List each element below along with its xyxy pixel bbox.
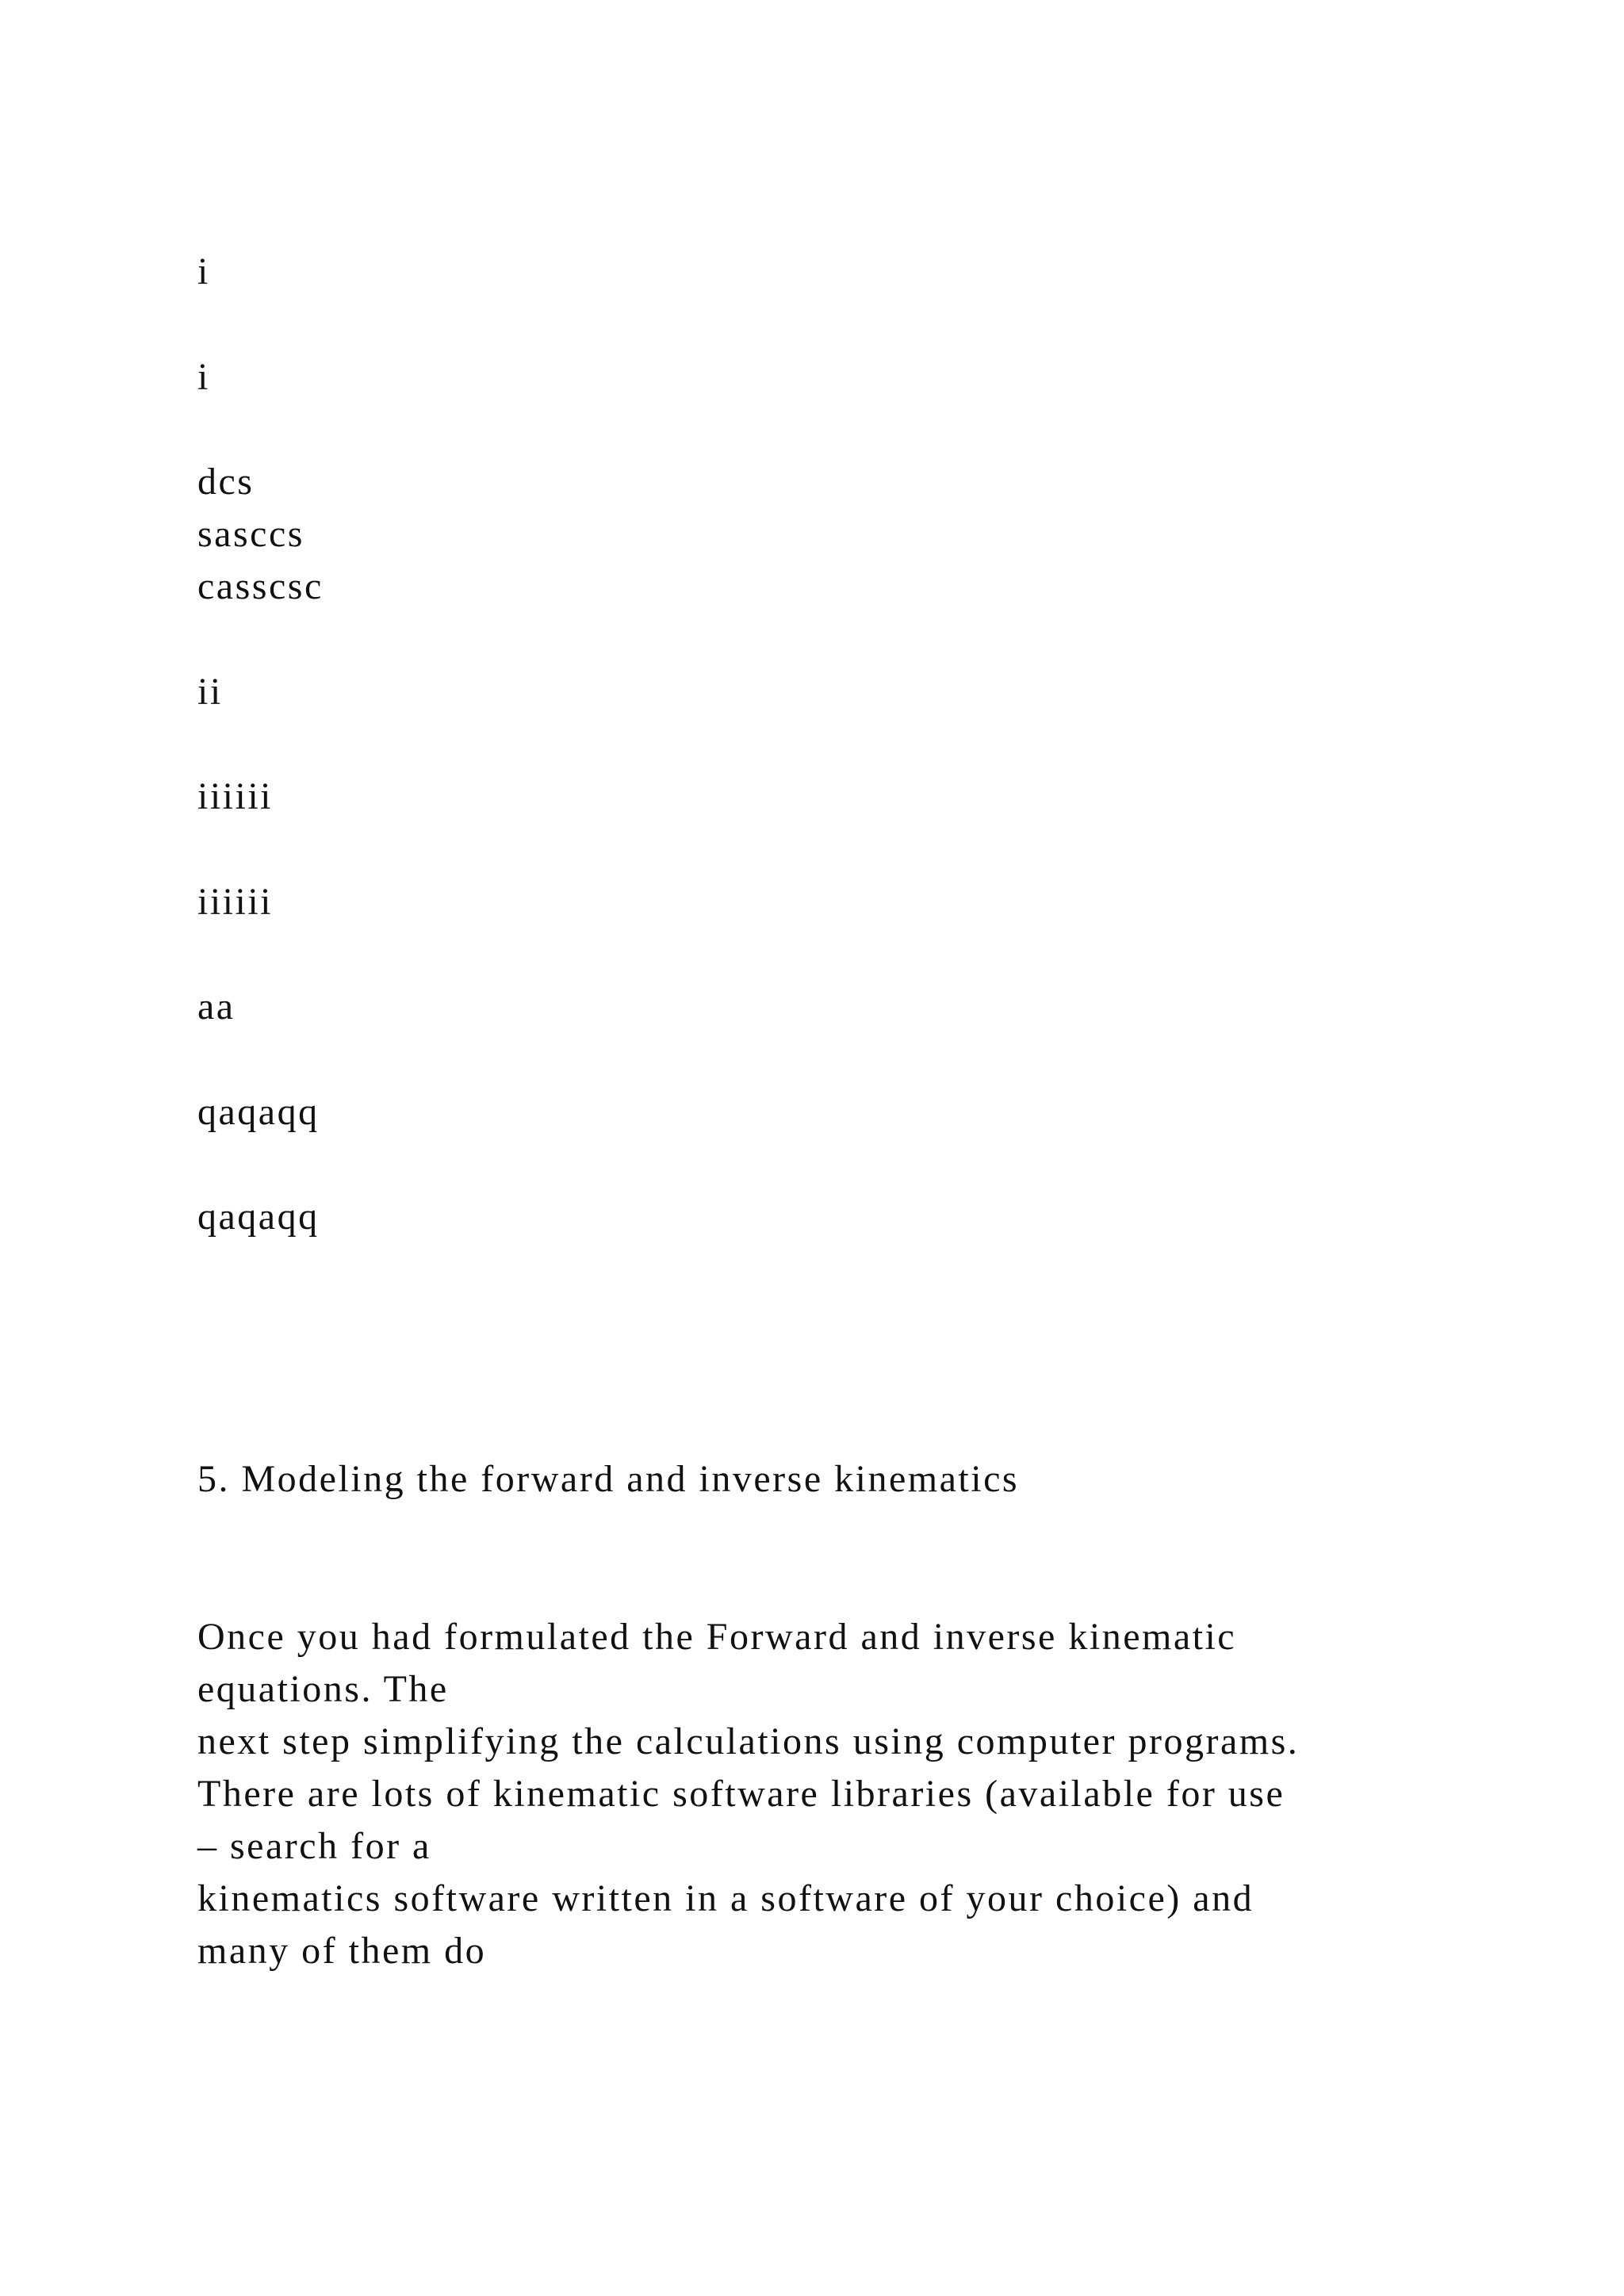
equation-fragment: i [197,356,210,398]
equation-fragment: casscsc [197,565,324,607]
equation-fragment: aa [197,985,236,1027]
paragraph-line: next step simplifying the calculations using computer programs. [197,1720,1300,1762]
paragraph-line: equations. The [197,1668,449,1710]
equation-fragment: iiiiii [197,775,274,817]
paragraph-line: Once you had formulated the Forward and inverse kinematic [197,1616,1237,1658]
paragraph-line: – search for a [197,1825,431,1867]
equation-fragment: ii [197,671,223,713]
equation-fragment: iiiiii [197,881,274,923]
equation-fragment: qaqaqq [197,1196,320,1238]
paragraph-line: There are lots of kinematic software libraries (available for use [197,1773,1285,1815]
equation-fragment: qaqaqq [197,1091,320,1133]
equation-fragment: i [197,251,210,293]
equation-fragment: dcs [197,461,255,503]
section-heading: 5. Modeling the forward and inverse kinematics [197,1458,1020,1500]
paragraph-line: many of them do [197,1930,487,1972]
paragraph-line: kinematics software written in a software of your choice) and [197,1877,1254,1919]
equation-fragment: sasccs [197,513,304,555]
